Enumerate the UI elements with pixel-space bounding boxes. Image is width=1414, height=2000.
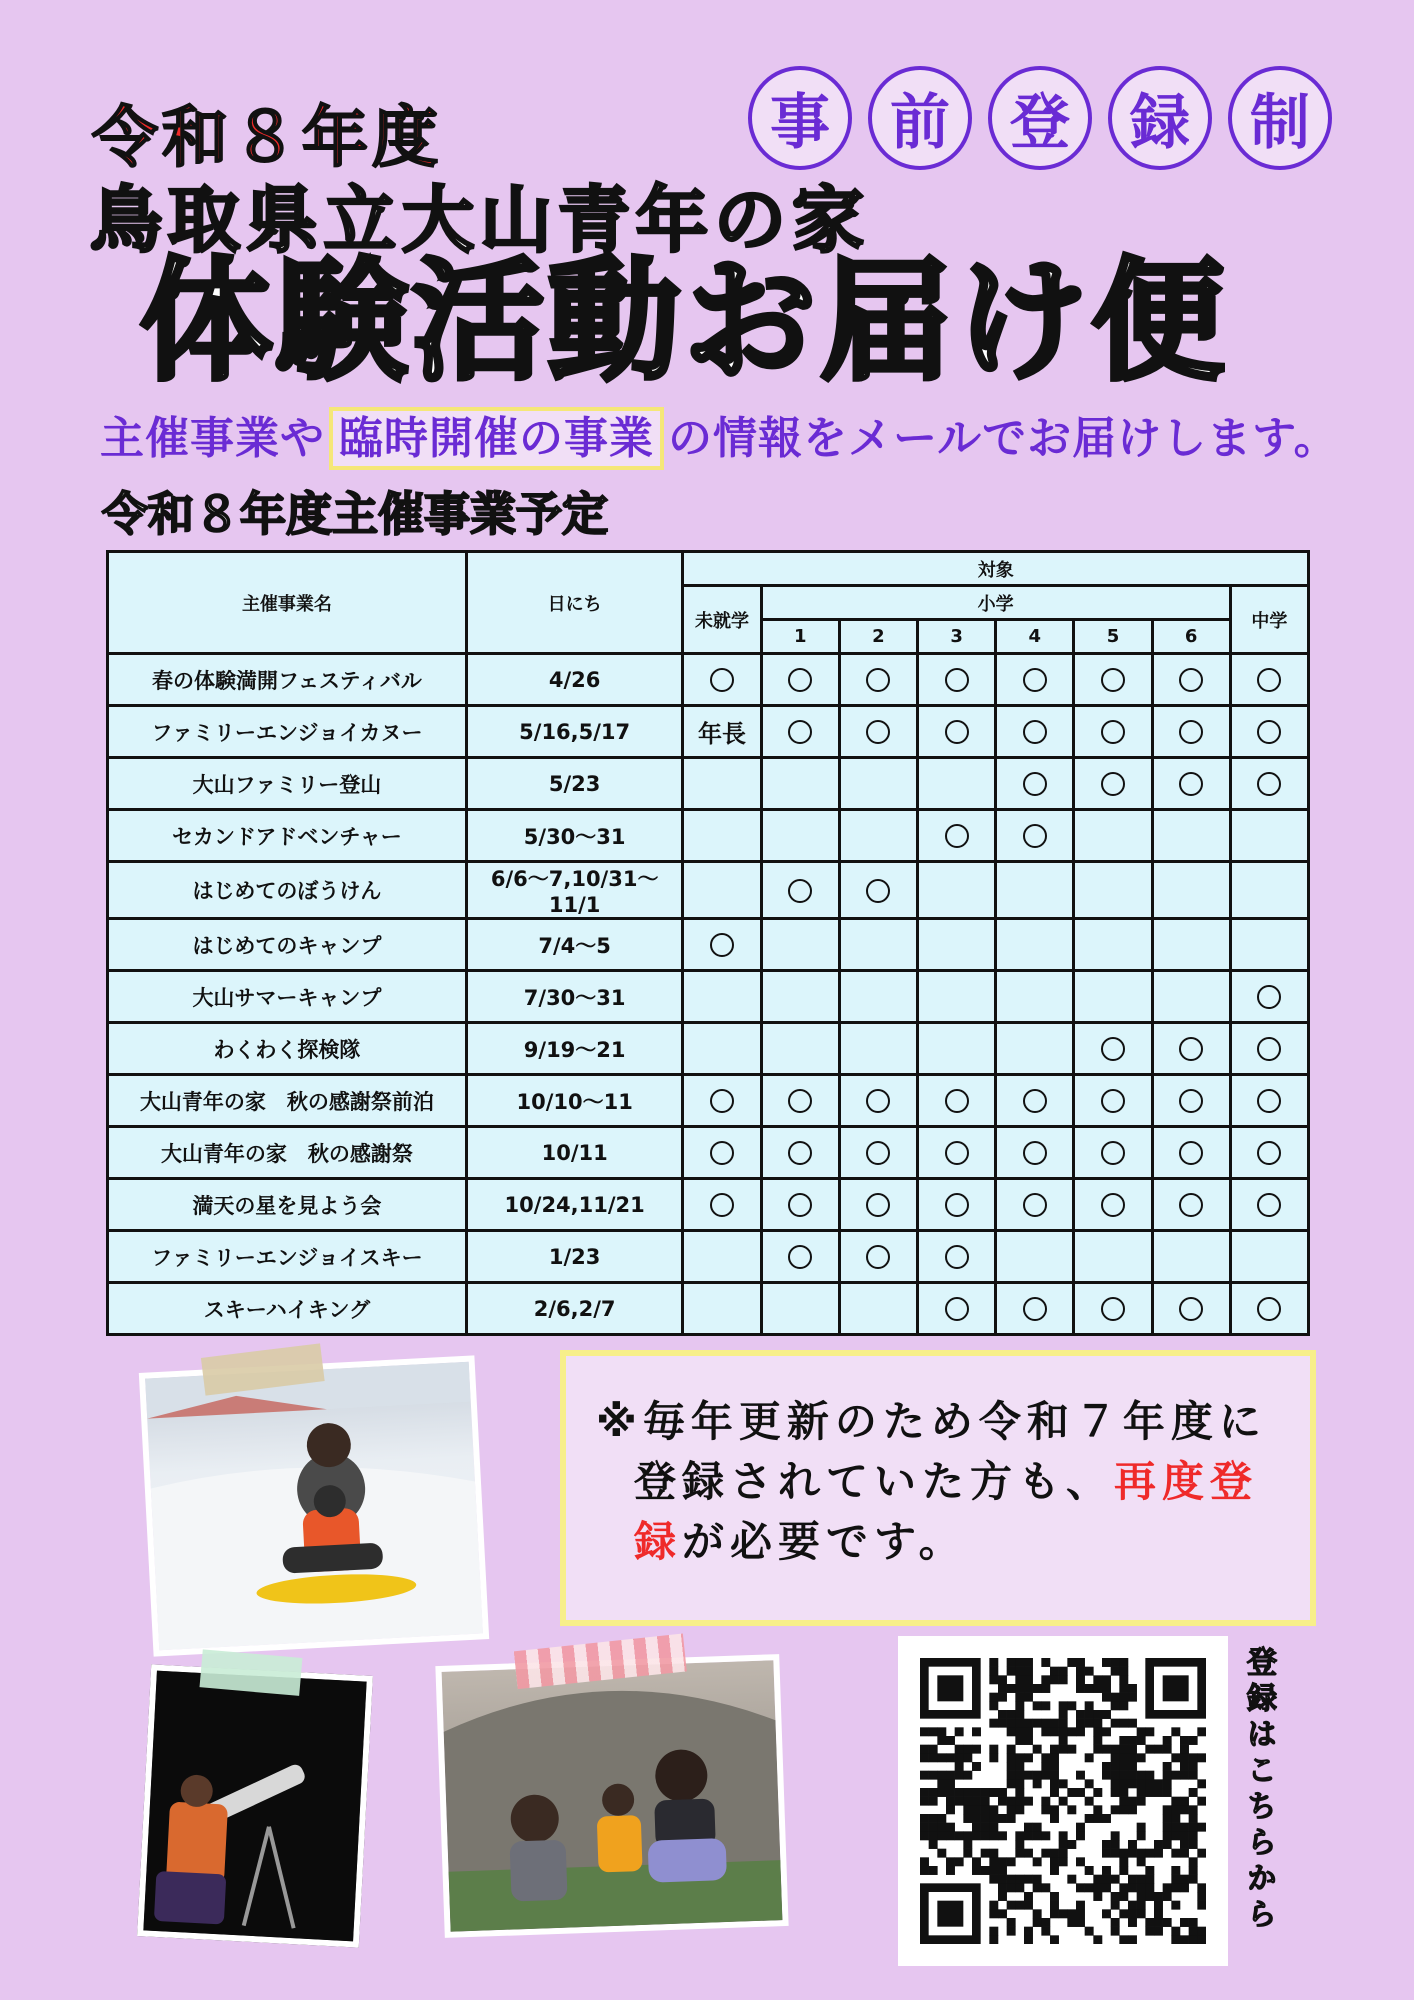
target-cell <box>996 1023 1074 1075</box>
tagline <box>100 402 1339 466</box>
tagline-highlight: 臨時開催の事業 <box>329 407 664 470</box>
header-date: 日にち <box>466 552 683 654</box>
eligible-mark <box>1179 1037 1203 1061</box>
target-cell <box>1230 971 1308 1023</box>
target-cell <box>1152 971 1230 1023</box>
target-cell <box>1074 654 1152 706</box>
target-cell <box>839 919 917 971</box>
eligible-mark <box>945 1193 969 1217</box>
event-date-cell: 2/6,2/7 <box>466 1283 683 1335</box>
sledding-illustration <box>145 1362 483 1651</box>
target-cell <box>683 758 761 810</box>
target-cell <box>1074 1231 1152 1283</box>
event-name-cell: はじめてのぼうけん <box>108 862 467 919</box>
event-date-cell: 5/30～31 <box>466 810 683 862</box>
target-cell <box>1230 1179 1308 1231</box>
eligible-mark <box>1257 1089 1281 1113</box>
eligible-mark <box>866 1245 890 1269</box>
target-cell <box>683 654 761 706</box>
target-cell <box>761 810 839 862</box>
target-cell <box>917 862 995 919</box>
sledding-photo <box>139 1355 489 1656</box>
target-cell <box>1230 1023 1308 1075</box>
target-cell <box>996 971 1074 1023</box>
event-name-cell: ファミリーエンジョイカヌー <box>108 706 467 758</box>
event-name-cell: セカンドアドベンチャー <box>108 810 467 862</box>
eligible-mark <box>866 1141 890 1165</box>
table-row <box>108 810 1309 862</box>
target-cell <box>1230 1283 1308 1335</box>
target-cell <box>1074 706 1152 758</box>
tent-illustration <box>442 1660 783 1931</box>
event-name-cell: 満天の星を見よう会 <box>108 1179 467 1231</box>
target-cell <box>1230 654 1308 706</box>
eligible-mark <box>945 1297 969 1321</box>
eligible-mark <box>788 668 812 692</box>
target-cell <box>996 1283 1074 1335</box>
header-junior-high: 中学 <box>1230 586 1308 654</box>
qr-code-image[interactable] <box>920 1658 1206 1944</box>
target-cell <box>996 1179 1074 1231</box>
eligible-mark <box>1023 824 1047 848</box>
header-grade: 4 <box>996 620 1074 654</box>
target-cell <box>1230 810 1308 862</box>
eligible-mark <box>1023 1193 1047 1217</box>
event-date-cell: 5/16,5/17 <box>466 706 683 758</box>
eligible-mark <box>788 879 812 903</box>
target-cell <box>761 862 839 919</box>
target-cell <box>996 758 1074 810</box>
eligible-mark <box>945 1089 969 1113</box>
target-cell <box>1152 810 1230 862</box>
main-title: 体験活動お届け便 <box>140 245 1228 399</box>
header-target: 対象 <box>683 552 1309 586</box>
target-cell <box>683 1075 761 1127</box>
target-cell <box>683 971 761 1023</box>
eligible-mark <box>1101 1141 1125 1165</box>
target-cell <box>1074 810 1152 862</box>
event-date-cell: 10/24,11/21 <box>466 1179 683 1231</box>
eligible-mark <box>945 720 969 744</box>
eligible-mark <box>710 1141 734 1165</box>
target-cell <box>1074 1179 1152 1231</box>
event-name-cell: ファミリーエンジョイスキー <box>108 1231 467 1283</box>
target-cell <box>917 919 995 971</box>
target-cell <box>996 862 1074 919</box>
target-cell <box>839 1283 917 1335</box>
eligible-mark <box>710 668 734 692</box>
eligible-mark <box>1101 1193 1125 1217</box>
target-cell <box>996 1127 1074 1179</box>
header-preschool: 未就学 <box>683 586 761 654</box>
target-cell <box>1230 1231 1308 1283</box>
eligible-mark <box>1023 720 1047 744</box>
target-cell <box>1152 862 1230 919</box>
eligible-mark <box>1179 720 1203 744</box>
header-elementary: 小学 <box>761 586 1230 620</box>
tagline-part2: の情報をメールでお届けします。 <box>668 413 1339 464</box>
target-cell <box>917 1127 995 1179</box>
target-cell <box>683 1179 761 1231</box>
target-cell <box>761 654 839 706</box>
event-date-cell: 10/11 <box>466 1127 683 1179</box>
eligible-mark <box>1101 668 1125 692</box>
notice-part1: ※毎年更新のため令和７年度に登録されていた方も、 <box>596 1397 1267 1506</box>
target-cell <box>761 758 839 810</box>
schedule-table <box>106 550 1310 1336</box>
eligible-mark <box>1257 1037 1281 1061</box>
header-event-name: 主催事業名 <box>108 552 467 654</box>
header-grade: 2 <box>839 620 917 654</box>
header-grade: 1 <box>761 620 839 654</box>
year-title: 令和８年度 <box>92 99 442 176</box>
target-cell <box>683 1283 761 1335</box>
eligible-mark <box>866 720 890 744</box>
target-cell <box>996 706 1074 758</box>
target-cell <box>1074 1075 1152 1127</box>
target-cell <box>683 810 761 862</box>
eligible-mark <box>866 668 890 692</box>
target-cell <box>1152 1023 1230 1075</box>
target-cell <box>917 810 995 862</box>
target-cell <box>1152 1283 1230 1335</box>
target-cell <box>1230 758 1308 810</box>
event-date-cell: 4/26 <box>466 654 683 706</box>
pre-registration-badge <box>748 66 1332 170</box>
facility-name: 鳥取県立大山青年の家 <box>90 178 871 262</box>
target-cell <box>1074 1127 1152 1179</box>
target-cell <box>996 810 1074 862</box>
target-cell <box>683 706 761 758</box>
tent-photo <box>435 1654 788 1938</box>
stargazing-photo <box>137 1664 373 1947</box>
target-cell <box>1230 1075 1308 1127</box>
eligible-mark <box>788 1141 812 1165</box>
target-cell <box>1074 758 1152 810</box>
event-date-cell: 10/10～11 <box>466 1075 683 1127</box>
event-name-cell: 大山青年の家 秋の感謝祭前泊 <box>108 1075 467 1127</box>
target-cell <box>839 862 917 919</box>
table-row <box>108 1283 1309 1335</box>
target-cell <box>839 810 917 862</box>
header-grade: 6 <box>1152 620 1230 654</box>
eligible-mark <box>788 1089 812 1113</box>
eligible-mark <box>1179 1193 1203 1217</box>
eligible-mark <box>945 824 969 848</box>
notice-box <box>560 1350 1316 1626</box>
event-name-cell: スキーハイキング <box>108 1283 467 1335</box>
eligible-mark <box>1023 1089 1047 1113</box>
target-cell <box>1230 1127 1308 1179</box>
target-cell <box>839 971 917 1023</box>
eligible-mark <box>1023 1297 1047 1321</box>
target-cell <box>761 1179 839 1231</box>
notice-highlight: 再度登録 <box>634 1457 1259 1566</box>
target-cell <box>917 1075 995 1127</box>
target-cell <box>683 1023 761 1075</box>
eligible-mark <box>945 1245 969 1269</box>
eligible-mark <box>1257 772 1281 796</box>
target-cell <box>1152 1179 1230 1231</box>
event-date-cell: 6/6～7,10/31～11/1 <box>466 862 683 919</box>
eligible-mark <box>1179 1089 1203 1113</box>
table-row <box>108 706 1309 758</box>
target-cell <box>1074 1023 1152 1075</box>
eligible-mark <box>1257 720 1281 744</box>
eligible-mark <box>1257 1193 1281 1217</box>
event-date-cell: 7/30～31 <box>466 971 683 1023</box>
target-cell <box>1074 971 1152 1023</box>
table-row <box>108 1179 1309 1231</box>
target-cell <box>683 862 761 919</box>
badge-char: 録 <box>1108 66 1212 170</box>
table-row <box>108 971 1309 1023</box>
tagline-part1: 主催事業や <box>100 413 325 464</box>
badge-char: 制 <box>1228 66 1332 170</box>
event-name-cell: 大山ファミリー登山 <box>108 758 467 810</box>
event-name-cell: わくわく探検隊 <box>108 1023 467 1075</box>
target-cell <box>1152 1231 1230 1283</box>
target-cell <box>996 1231 1074 1283</box>
eligible-mark <box>1179 668 1203 692</box>
event-date-cell: 1/23 <box>466 1231 683 1283</box>
eligible-mark <box>710 1193 734 1217</box>
target-cell <box>1152 919 1230 971</box>
target-cell <box>1152 1075 1230 1127</box>
header-grade: 3 <box>917 620 995 654</box>
notice-text <box>596 1392 1280 1572</box>
badge-char: 登 <box>988 66 1092 170</box>
target-cell <box>1074 919 1152 971</box>
target-cell <box>839 1179 917 1231</box>
event-date-cell: 9/19～21 <box>466 1023 683 1075</box>
target-cell <box>761 1075 839 1127</box>
schedule-body <box>108 654 1309 1335</box>
target-cell <box>761 1127 839 1179</box>
target-cell <box>839 1023 917 1075</box>
eligible-mark <box>710 933 734 957</box>
eligible-mark <box>1257 1141 1281 1165</box>
schedule-heading: 令和８年度主催事業予定 <box>102 487 608 541</box>
eligible-mark <box>1101 772 1125 796</box>
target-cell <box>761 1231 839 1283</box>
target-cell <box>917 971 995 1023</box>
target-cell <box>917 1283 995 1335</box>
target-cell <box>761 919 839 971</box>
qr-caption: 登録はこちらから <box>1241 1646 1276 1934</box>
eligible-mark <box>710 1089 734 1113</box>
target-cell <box>839 1127 917 1179</box>
eligible-mark <box>1101 720 1125 744</box>
target-cell <box>1152 758 1230 810</box>
target-cell <box>761 1023 839 1075</box>
table-row <box>108 654 1309 706</box>
target-cell <box>1074 862 1152 919</box>
eligible-mark <box>1179 772 1203 796</box>
target-cell <box>917 706 995 758</box>
table-row <box>108 1023 1309 1075</box>
target-cell <box>1152 706 1230 758</box>
event-name-cell: はじめてのキャンプ <box>108 919 467 971</box>
eligible-mark <box>1023 668 1047 692</box>
eligible-mark <box>1101 1297 1125 1321</box>
table-row <box>108 1127 1309 1179</box>
target-cell <box>996 919 1074 971</box>
notice-part2: が必要です。 <box>682 1517 967 1566</box>
eligible-mark <box>866 1193 890 1217</box>
target-cell <box>761 971 839 1023</box>
target-cell <box>761 1283 839 1335</box>
eligible-mark <box>788 1193 812 1217</box>
eligible-mark <box>945 1141 969 1165</box>
target-cell <box>1074 1283 1152 1335</box>
eligible-mark <box>1023 1141 1047 1165</box>
table-row <box>108 1075 1309 1127</box>
table-row <box>108 862 1309 919</box>
eligible-mark <box>788 720 812 744</box>
target-cell <box>1152 1127 1230 1179</box>
target-cell <box>917 758 995 810</box>
table-row <box>108 1231 1309 1283</box>
event-name-cell: 大山サマーキャンプ <box>108 971 467 1023</box>
target-cell <box>996 654 1074 706</box>
target-cell <box>917 1179 995 1231</box>
event-name-cell: 大山青年の家 秋の感謝祭 <box>108 1127 467 1179</box>
event-date-cell: 5/23 <box>466 758 683 810</box>
eligible-mark <box>1023 772 1047 796</box>
eligible-mark <box>1179 1141 1203 1165</box>
eligible-mark <box>1101 1089 1125 1113</box>
target-cell <box>683 1127 761 1179</box>
target-cell <box>683 1231 761 1283</box>
eligible-mark <box>866 879 890 903</box>
target-cell <box>839 1075 917 1127</box>
target-cell <box>839 758 917 810</box>
target-cell <box>1230 919 1308 971</box>
eligible-mark <box>1101 1037 1125 1061</box>
telescope-illustration <box>143 1671 366 1942</box>
target-cell <box>761 706 839 758</box>
table-row <box>108 919 1309 971</box>
eligible-mark <box>1179 1297 1203 1321</box>
eligible-mark <box>1257 985 1281 1009</box>
registration-qr-code[interactable] <box>898 1636 1228 1966</box>
event-date-cell: 7/4～5 <box>466 919 683 971</box>
badge-char: 前 <box>868 66 972 170</box>
target-cell <box>1152 654 1230 706</box>
target-cell <box>996 1075 1074 1127</box>
target-cell <box>917 1023 995 1075</box>
badge-char: 事 <box>748 66 852 170</box>
eligible-mark <box>788 1245 812 1269</box>
eligible-label: 年長 <box>698 720 747 748</box>
target-cell <box>683 919 761 971</box>
target-cell <box>839 654 917 706</box>
eligible-mark <box>1257 668 1281 692</box>
table-row <box>108 758 1309 810</box>
eligible-mark <box>1257 1297 1281 1321</box>
target-cell <box>917 1231 995 1283</box>
eligible-mark <box>866 1089 890 1113</box>
target-cell <box>1230 862 1308 919</box>
target-cell <box>1230 706 1308 758</box>
event-name-cell: 春の体験満開フェスティバル <box>108 654 467 706</box>
target-cell <box>839 706 917 758</box>
target-cell <box>917 654 995 706</box>
eligible-mark <box>945 668 969 692</box>
header-grade: 5 <box>1074 620 1152 654</box>
target-cell <box>839 1231 917 1283</box>
